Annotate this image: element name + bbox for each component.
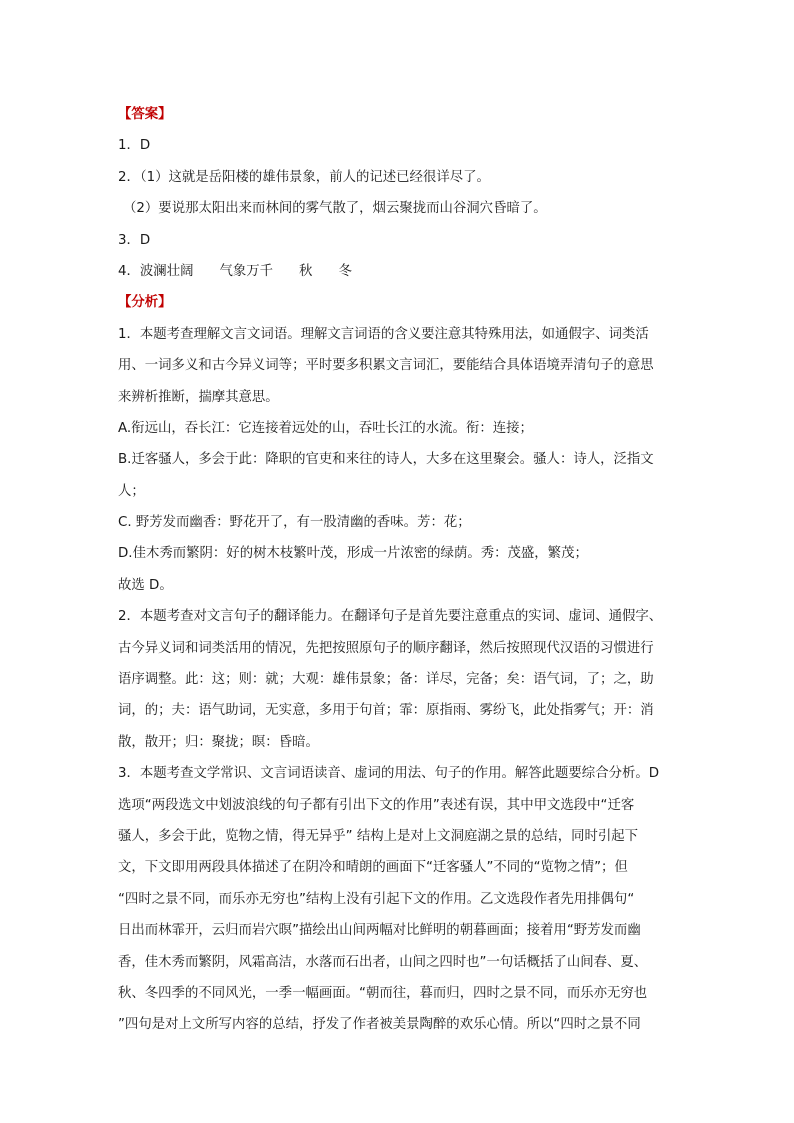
answer-q4-item: 冬 xyxy=(338,263,352,279)
analysis-line: 文，下文即用两段具体描述了在阴冷和晴朗的画面下“迁客骚人”不同的“览物之情”；但 xyxy=(118,860,628,876)
analysis-line: 散，散开；归：聚拢；暝：昏暗。 xyxy=(118,734,319,750)
answer-q4-item: 秋 xyxy=(299,263,313,279)
analysis-line: 日出而林霏开，云归而岩穴暝”描绘出山间两幅对比鲜明的朝暮画面；接着用“野芳发而幽 xyxy=(118,923,641,939)
answer-q3: 3．D xyxy=(118,232,151,248)
answer-q4 xyxy=(118,256,686,287)
analysis-line: 来辨析推断，揣摩其意思。 xyxy=(118,389,279,405)
analysis-line: 词，的；夫：语气助词，无实意，多用于句首；霏：原指雨、雾纷飞，此处指雾气；开：消 xyxy=(118,703,654,719)
analysis-line: 骚人，多会于此，览物之情，得无异乎” 结构上是对上文洞庭湖之景的总结，同时引起下 xyxy=(118,828,639,844)
answer-q2-part2: （2）要说那太阳出来而林间的雾气散了，烟云聚拢而山谷洞穴昏暗了。 xyxy=(123,201,547,217)
analysis-line: C. 野芳发而幽香：野花开了，有一股清幽的香味。芳：花； xyxy=(118,515,471,531)
analysis-line: 秋、冬四季的不同风光，一季一幅画面。“朝而往，暮而归，四时之景不同，而乐亦无穷也 xyxy=(118,985,648,1001)
analysis-line: 语序调整。此：这；则：就；大观：雄伟景象；备：详尽，完备；矣：语气词，了；之，助 xyxy=(118,672,654,688)
answer-q2-part1: 2．（1）这就是岳阳楼的雄伟景象，前人的记述已经很详尽了。 xyxy=(118,169,490,185)
analysis-line: 古今异义词和词类活用的情况，先把按照原句子的顺序翻译，然后按照现代汉语的习惯进行 xyxy=(118,640,654,656)
analysis-line: D.佳木秀而繁阴：好的树木枝繁叶茂，形成一片浓密的绿荫。秀：茂盛，繁茂； xyxy=(118,546,588,562)
analysis-line: 人； xyxy=(118,483,145,499)
document-page xyxy=(118,99,686,1041)
analysis-line: 用、一词多义和古今异义词等；平时要多积累文言词汇，要能结合具体语境弄清句子的意思 xyxy=(118,358,654,374)
analysis-line: 香，佳木秀而繁阴，风霜高洁，水落而石出者，山间之四时也”一句话概括了山间春、夏、 xyxy=(118,954,648,970)
analysis-line: 3．本题考查文学常识、文言词语读音、虚词的用法、句子的作用。解答此题要综合分析。D xyxy=(118,766,660,782)
analysis-line: 选项“两段选文中划波浪线的句子都有引出下文的作用”表述有误，其中甲文选段中“迁客 xyxy=(118,797,635,813)
analysis-line: A.衔远山，吞长江：它连接着远处的山，吞吐长江的水流。衔：连接； xyxy=(118,420,533,436)
analysis-line: 2．本题考查对文言句子的翻译能力。在翻译句子是首先要注意重点的实词、虚词、通假字、 xyxy=(118,609,663,625)
analysis-line: “四时之景不同，而乐亦无穷也”结构上没有引起下文的作用。乙文选段作者先用排偶句“ xyxy=(118,891,635,907)
answer-heading: 【答案】 xyxy=(118,107,172,122)
analysis-line: B.迁客骚人，多会于此：降职的官吏和来往的诗人，大多在这里聚会。骚人：诗人，泛指文 xyxy=(118,452,654,468)
answer-q1: 1．D xyxy=(118,138,151,154)
answer-q4-item: 气象万千 xyxy=(219,263,274,279)
analysis-line: 故选 D。 xyxy=(118,577,173,593)
analysis-heading: 【分析】 xyxy=(118,295,172,311)
answer-q4-prefix: 4．波澜壮阔 xyxy=(118,263,194,279)
analysis-line: ”四句是对上文所写内容的总结，抒发了作者被美景陶醉的欢乐心情。所以“四时之景不同 xyxy=(118,1017,641,1033)
analysis-line: 1．本题考查理解文言文词语。理解文言词语的含义要注意其特殊用法，如通假字、词类活 xyxy=(118,326,649,342)
